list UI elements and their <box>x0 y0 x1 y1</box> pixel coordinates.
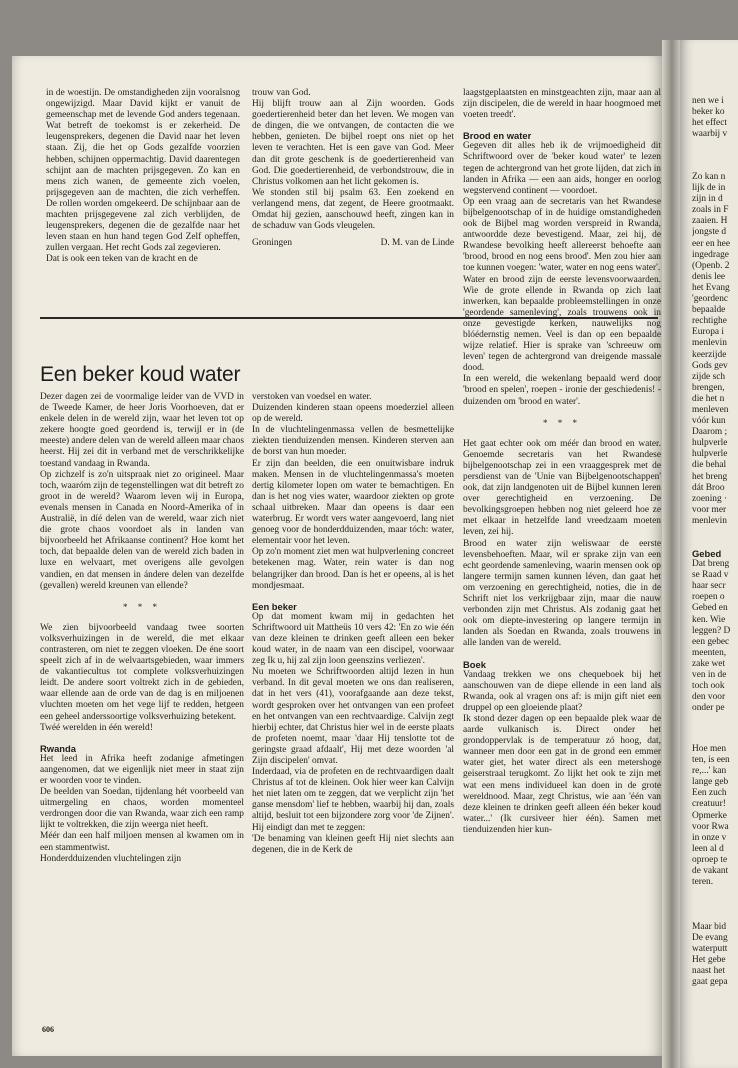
text-line: Maar bid <box>692 922 727 932</box>
paragraph: Brood en water zijn weliswaar de eerste levensbehoeften. Maar, wil er sprake zijn van een echt geordende samenleving, waarin mensen ook op langere termijn samen kunnen léven, dan gaat het om verzoening en gerechtigheid, noties, die in de Schrift niet los verkrijgbaar zijn, maar die nauw verbonden zijn met Christus. Als zodanig gaat het ook om diepte-investering op langere termijn in landen als Soedan en Rwanda, zoals trouwens in alle landen van de wereld. <box>463 538 661 649</box>
text-line: 'geordenc <box>692 294 729 305</box>
paragraph: Ik stond dezer dagen op een bepaalde plek waar de aarde vulkanisch is. Direct onder het grondoppervlak is de temperatuur zó hoog, dat, wanneer men door een gat in de grond een emmer water giet, het water direct als een metershoge geiserstraal terugkomt. Zo lijkt het ook te zijn met wat een mens individueel kan doen in de grote wereldnood. Maar, zegt Christus, wie aan 'één van deze kleinen te drinken geeft alleen één beker koud water...' (Ik cursiveer hier één). Samen met tienduizenden hier kun- <box>463 713 661 835</box>
subheading-brood-en-water: Brood en water <box>463 130 532 142</box>
paragraph: laagstgeplaatsten en minstgeachten zijn, maar aan al zijn discipelen, die de wereld in haar hoogmoed met voeten treedt'. <box>463 88 661 121</box>
text-line: re,...' kan <box>692 766 727 777</box>
text-line: jongste d <box>692 227 727 238</box>
text-line: zoening · <box>692 493 728 504</box>
text-line: de vakant <box>692 866 729 877</box>
subheading-rwanda: Rwanda <box>40 742 76 754</box>
text-line: toch ook <box>692 681 725 692</box>
text-line: nen we i <box>692 96 724 106</box>
section-stars: * * * <box>543 417 581 428</box>
text-line: een gebec <box>692 636 730 647</box>
text-line: teren. <box>692 877 714 888</box>
paragraph: We stonden stil bij psalm 63. Een zoekend en verlangend mens, dat zegent, de Heere grootmaakt. Omdat hij gezien, aanschouwd heeft, zingen kan in de schaduw van Gods vleugelen. <box>252 187 454 232</box>
signature-author: D. M. van de Linde <box>380 238 454 249</box>
text-line: vóór kun <box>692 416 726 427</box>
text-line: waterputt <box>692 944 728 955</box>
text-line: beker ko <box>692 107 725 118</box>
signature-place: Groningen <box>252 238 293 249</box>
paragraph: Twéé werelden in één wereld! <box>40 722 153 733</box>
text-line: het effect <box>692 118 727 129</box>
paragraph: Water en brood zijn de eerste levensvoorwaarden. Wie de grote ellende in Rwanda op zich laat inwerken, kan bepaalde probleemstellingen in onze 'geordende samenleving', zoals trouwens ook in onze gevestigde kerken, nauwelijks nog blóédernstig nemen. Veel is dan op een bepaalde wijze relatief. Hier is sprake van 'schreeuw om leven' tegen de achtergrond van dreigende massale dood. <box>463 274 661 374</box>
text-line: hulpverle <box>692 438 728 449</box>
paragraph: Inderdaad, via de profeten en de rechtvaardigen daalt Christus af tot de kleinen. Ook hier weer kan Calvijn het niet laten om te zeggen, dat we verplicht zijn 'het ganse mensdom' lief te hebben, waarbij hij dan, zoals altijd, besluit tot een bijzondere zorg voor 'de Zijnen'. Hij eindigt dan met te zeggen: <box>252 767 454 833</box>
text-line: (Openb. 2 <box>692 260 730 271</box>
text-line: ingedrage <box>692 249 729 260</box>
text-line: se Raad v <box>692 570 729 581</box>
paragraph: Het leed in Afrika heeft zodanige afmetingen aangenomen, dat we eigenlijk niet meer in staat zijn er woorden voor te vinden. <box>40 753 244 786</box>
text-line: onder pe <box>692 703 725 714</box>
text-line: lange geb <box>692 777 729 788</box>
text-line: ven in de <box>692 670 727 681</box>
paragraph: Op zichzelf is zo'n uitspraak niet zo origineel. Maar toch, waaróm zijn de tegenstellingen wat dit betreft zo groot in de wereld? Waarom leven wij in Europa, evenals mensen in Canada en Noord-Amerika of in Australië, in díé delen van de wereld, waar zich niet die grote chaos voordoet als in landen van bijvoorbeeld het Afrikaanse continent? Hoe komt het toch, dat bepaalde delen van de wereld zich baden in luxe en welvaart, met overigens alle gevolgen vandien, en dat mensen in ándere delen van dezelfde (gevallen) wereld kreunen van ellende? <box>40 469 244 591</box>
paragraph: Dat is ook een teken van de kracht en de <box>46 254 198 265</box>
right-page-fragment-e <box>692 922 738 989</box>
text-line: De evang <box>692 933 728 944</box>
right-page-fragment-d <box>692 744 738 888</box>
article-column-2 <box>252 392 454 856</box>
section-stars: * * * <box>123 601 161 612</box>
paragraph: Vandaag trekken we ons chequeboek bij het aanschouwen van de diepe ellende in een land als Rwanda, ook al vragen ons af: is mijn gift niet een druppel op een gloeiende plaat? <box>463 669 661 713</box>
paragraph: Gegeven dit alles heb ik de vrijmoedigheid dit Schriftwoord over de 'beker koud water' te lezen tegen de achtergrond van het grote lijden, dat zich in landen in Afrika — een aan aids, honger en oorlog wegstervend continent — voordoet. <box>463 141 661 196</box>
text-line: Een zuch <box>692 788 727 799</box>
top-column-1 <box>46 88 240 266</box>
text-line: leggen? D <box>692 625 731 636</box>
text-line: Gebed en <box>692 603 728 614</box>
paragraph: Nu moeten we Schriftwoorden altijd lezen in hun verband. In dit geval moeten we ons dan realiseren, dat in het vers (41), voorafgaande aan deze tekst, wordt gesproken over het ontvangen van een profeet en het ontvangen van een rechtvaardige. Calvijn zegt hierbij echter, dat Christus hier wel in de eerste plaats de profeten noemt, maar 'daar Hij tenslotte tot de geringste graad afdaalt', Hij met deze woorden 'al Zijn discipelen' omvat. <box>252 667 454 766</box>
text-line: hulpverle <box>692 449 728 460</box>
text-line: den voor <box>692 692 726 703</box>
text-line: waarbij v <box>692 129 728 140</box>
text-line: rechtighe <box>692 316 727 327</box>
text-line: zijn in d <box>692 194 723 205</box>
text-line: lijk de in <box>692 183 726 194</box>
text-line: in onze v <box>692 832 727 843</box>
text-line: meenten, <box>692 647 727 658</box>
book-gutter <box>662 40 680 1068</box>
text-line: Europa i <box>692 327 725 338</box>
paragraph: Op zo'n moment ziet men wat hulpverlening concreet betekenen mag. Water, rein water is dan nog belangrijker dan brood. Dan ís het er opeens, al is het mondjesmaat. <box>252 547 454 591</box>
text-line: zake wet <box>692 658 726 669</box>
text-line: dát Broo <box>692 482 725 493</box>
text-line: eer en hee <box>692 238 730 249</box>
paragraph: in de woestijn. De omstandigheden zijn vooralsnog ongewijzigd. Maar David kijkt er vanuit de gemeenschap met de levende God anders tegenaan. Wat betreft de toekomst is er zekerheid. De leugensprekers, degenen die David naar het leven staan. Zij, die het op Gods gezalfde voorzien hebben, schijnen oppermachtig. David daarentegen schijnt aan de machten prijsgegeven. Zo kan en mens zich wanen, de gemeente zich voelen, prijsgegeven aan de machten, die zich verheffen. De rollen worden omgekeerd. De schijnbaar aan de machten prijsgegevene zal zich verblijden, de leugensprekers, degenen die de gezalfde naar het leven staan en hun hand tegen God Zelf opheffen, zullen vergaan. Het recht Gods zal zegevieren. <box>46 88 240 254</box>
paragraph: Duizenden kinderen staan opeens moederziel alleen op de wereld. <box>252 403 454 425</box>
text-line: voor Rwa <box>692 821 729 832</box>
text-line: brengen, <box>692 382 725 393</box>
text-line: zijde sch <box>692 371 726 382</box>
paragraph: Er zijn dan beelden, die een onuitwisbare indruk maken. Mensen in de vluchtelingenmassa's moeten dertig kilometer lopen om water te bemachtigen. En dan is het nog vies water, waardoor ziekten op grote schaal uitbreken. Maar dan opeens is daar een waterbrug. Er wordt vers water aangevoerd, lang niet genoeg voor de honderdduizenden, maar tóch: water, elementair voor het leven. <box>252 458 454 547</box>
article-column-1 <box>40 392 244 865</box>
paragraph: Honderdduizenden vluchtelingen zijn <box>40 853 182 864</box>
text-line: Daarom ; <box>692 427 728 438</box>
text-line: creatuur! <box>692 799 726 810</box>
right-page-fragment-b <box>692 172 738 527</box>
text-line: Het gebe <box>692 955 726 966</box>
text-line: ten, is een <box>692 755 730 766</box>
text-line: Gods gev <box>692 360 728 371</box>
text-line: denis lee <box>692 271 726 282</box>
paragraph: In de vluchtelingenmassa vellen de besmettelijke ziekten tienduizenden mensen. Kinderen sterven aan de borst van hun moeder. <box>252 425 454 458</box>
paragraph: Hij blijft trouw aan al Zijn woorden. Gods goedertierenheid beter dan het leven. We mogen van de dingen, die we ontvangen, de contacten die we hebben, genieten. De bijbel roept ons niet op het leven te verachten. Het is een gave van God. Meer dan dit grote geschenk is de goedertierenheid van God. Die goedertierenheid, de verbondstrouw, die in Christus volkomen aan het licht gekomen is. <box>252 99 454 187</box>
paragraph: Op een vraag aan de secretaris van het Rwandese bijbelgenootschap of in de huidige omstandigheden ook de Bijbel mag worden verspreid in Rwanda, antwoordde deze bevestigend. Maar, zei hij, de Rwandese bevolking heeft allereerst behoefte aan 'brood, brood en nog eens brood'. Men zou hier aan toe kunnen voegen: 'water, water en nog eens water'. <box>463 196 661 274</box>
text-line: zoals in F <box>692 205 729 216</box>
text-line: menleven <box>692 404 729 415</box>
text-line: bepaalde <box>692 305 726 316</box>
text-line: die het n <box>692 393 725 404</box>
right-page-fragment-c <box>692 540 738 714</box>
paragraph: Dezer dagen zei de voormalige leider van de VVD in de Tweede Kamer, de heer Joris Voorhoeven, dat er enkele delen in de wereld zijn, waar het leven tot op zekere hoogte goed geordend is, terwijl er in (de meeste) andere delen van de wereld alleen maar chaos heerst. Hij zei dit in verband met de verschrikkelijke toestand vandaag in Rwanda. <box>40 392 244 469</box>
text-line: Dat breng <box>692 559 730 570</box>
paragraph: We zien bijvoorbeeld vandaag twee soorten volksverhuizingen in de wereld, die met elkaar contrasteren, om niet te zeggen vloeken. De éne soort speelt zich af in de welvaartsgebieden, waar immers de vakantiecultus tot complete volksverhuizingen leidt. De andere soort voltrekt zich in de gebieden, waar ellende aan de orde van de dag is en miljoenen vluchten moeten om het vege lijf te redden, hetgeen een geheel anderssoortige volksverhuizing betekent. <box>40 622 244 722</box>
subheading-boek: Boek <box>463 658 486 670</box>
paragraph: Méér dan een half miljoen mensen al kwamen om in een stammentwist. <box>40 831 244 853</box>
top-column-2 <box>252 88 454 249</box>
text-line: gaat gepa <box>692 977 728 988</box>
text-line: roepen o <box>692 592 725 603</box>
text-line: het Evang <box>692 282 730 293</box>
subheading-een-beker: Een beker <box>252 600 297 612</box>
text-line: keerzijde <box>692 349 727 360</box>
text-line: menlevin <box>692 338 727 349</box>
text-line: leen al d <box>692 843 724 854</box>
text-line: Zo kan n <box>692 172 726 182</box>
page-number: 606 <box>42 1025 54 1034</box>
text-line: Hoe men <box>692 744 727 754</box>
paragraph: Het gaat echter ook om méér dan brood en water. Genoemde secretaris van het Rwandese bijbelgenootschap zei in een vraaggesprek met de persdienst van de 'Unie van Bijbelgenootschappen' ook, dat zijn landgenoten uit de Bijbel kunnen leren over gerechtigheid en verzoening. De bevolkingsgroepen hebben nog niet geleerd hoe ze met elkaar in hetzelfde land vreedzaam moeten leven, zei hij. <box>463 438 661 538</box>
text-line: het breng <box>692 471 728 482</box>
text-line: oproep te <box>692 854 728 865</box>
text-line: die behal <box>692 460 727 471</box>
text-line: zaaien. H <box>692 216 728 227</box>
paragraph: verstoken van voedsel en water. <box>252 392 372 402</box>
text-line: menlevin <box>692 515 727 526</box>
article-title: Een beker koud water <box>40 363 241 386</box>
paragraph: 'De benaming van kleinen geeft Hij niet slechts aan degenen, die in de Kerk de <box>252 833 454 855</box>
text-line: voor mer <box>692 504 727 515</box>
article-column-3 <box>463 88 661 836</box>
text-line: ken. Wie <box>692 614 726 625</box>
right-page-fragment-a <box>692 96 738 140</box>
subheading-gebed: Gebed <box>692 548 722 559</box>
paragraph: Op dat moment kwam mij in gedachten het Schriftwoord uit Mattheüs 10 vers 42: 'En zo wie één van deze kleinen te drinken geeft alleen een beker koud water, in de naam van een discipel, voorwaar zeg Ik u, hij zal zijn loon geenszins verliezen'. <box>252 611 454 667</box>
text-line: haar secr <box>692 581 726 592</box>
text-line: Opmerke <box>692 810 727 821</box>
text-line: naast het <box>692 966 726 977</box>
paragraph: De beelden van Soedan, tijdenlang hét voorbeeld van uitmergeling en chaos, worden momenteel verdrongen door die van Rwanda, waar zich een ramp lijkt te voltrekken, die zijn weerga niet heeft. <box>40 787 244 831</box>
paragraph: trouw van God. <box>252 88 311 98</box>
signature <box>252 238 454 249</box>
paragraph: In een wereld, die wekenlang bepaald werd door 'brood en spelen', roepen - ironie der geschiedenis! - duizenden om 'brood en water'. <box>463 374 661 407</box>
